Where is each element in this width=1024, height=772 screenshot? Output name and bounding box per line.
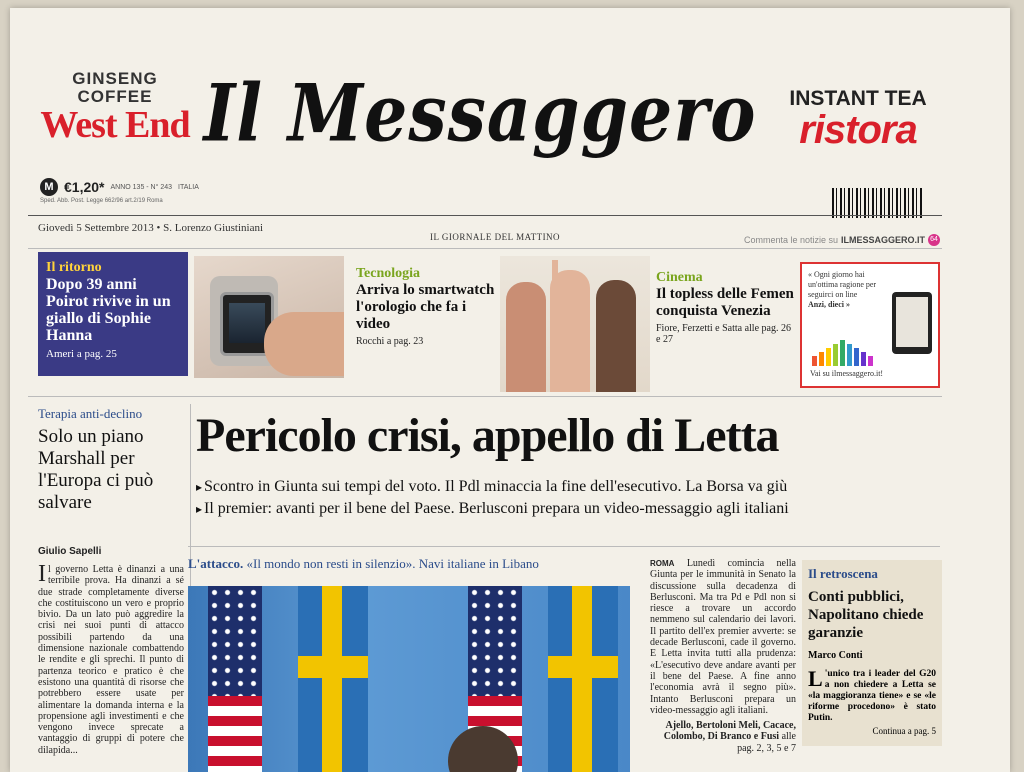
tagline: IL GIORNALE DEL MATTINO bbox=[430, 232, 561, 242]
teaser-poirot-head: Dopo 39 anni Poirot rivive in un giallo di Sophie Hanna bbox=[46, 276, 171, 344]
retroscena-body: 'unico tra i leader del G20 a non chiedere a Letta se «la maggioranza tiene» e se «le riforme procedono» è stato Putin. bbox=[808, 669, 936, 723]
subhead-1: ▸ Scontro in Giunta sui tempi del voto. Il Pdl minaccia la fine dell'esecutivo. La Borsa va giù bbox=[196, 478, 787, 496]
ad-left-line2: COFFEE bbox=[77, 87, 153, 106]
mid-authors-names: Ajello, Bertoloni Meli, Cacace, Colombo, Di Branco e Fusi bbox=[663, 720, 796, 743]
retroscena-byline: Marco Conti bbox=[808, 650, 863, 661]
ad-left-line1: GINSENG bbox=[72, 69, 158, 88]
ad-right-line1: INSTANT TEA bbox=[789, 87, 927, 110]
header-rule-2 bbox=[28, 248, 942, 249]
promo-url: Vai su ilmessaggero.it! bbox=[810, 369, 884, 378]
issue-number: ANNO 135 - N° 243 bbox=[110, 183, 173, 191]
promo-quote: « Ogni giorno hai un'ottima ragione per seguirci on line bbox=[808, 270, 877, 299]
main-headline[interactable]: Pericolo crisi, appello di Letta bbox=[196, 409, 779, 462]
ad-left-brand: West End bbox=[40, 104, 190, 146]
comment-site: ILMESSAGGERO.IT bbox=[841, 235, 926, 245]
ad-ristora bbox=[788, 88, 928, 150]
mid-article bbox=[650, 558, 796, 754]
attacco-caption[interactable] bbox=[188, 556, 539, 572]
attacco-kicker: L'attacco. bbox=[188, 556, 244, 571]
ad-right-brand: ristora bbox=[799, 108, 917, 152]
teaser-cinema-ref: Fiore, Ferzetti e Satta alle pag. 26 e 27 bbox=[656, 323, 791, 345]
mid-article-text: Lunedì comincia nella Giunta per le immunità in Senato la discussione sulla decadenza di Berlusconi. Ma tra Pd e Pdl non si riesce a trovare un accordo nemmeno sul calendario dei lavori. Il partito dell'ex premier avverte: se decade Berlusconi, cade il governo. E Letta invita tutti alla prudenza: «L'esecutivo deve andare avanti per il bene del Paese. A fine anno l'economia avrà il segno più». Intanto Berlusconi prepara un video-messaggio agli italiani. bbox=[650, 558, 796, 716]
price: €1,20* bbox=[64, 179, 105, 195]
price-row bbox=[40, 178, 199, 196]
smartwatch-photo bbox=[194, 256, 344, 378]
retroscena-dropcap: L bbox=[808, 666, 823, 691]
teaser-tech-ref: Rocchi a pag. 23 bbox=[356, 336, 424, 347]
teaser-cinema-kicker: Cinema bbox=[656, 270, 703, 285]
retroscena-text bbox=[808, 666, 936, 724]
flags-photo bbox=[188, 586, 630, 772]
mid-authors bbox=[650, 720, 796, 754]
teaser-poirot-kicker: Il ritorno bbox=[46, 260, 102, 275]
retroscena-box[interactable] bbox=[802, 560, 942, 746]
subhead-2: ▸ Il premier: avanti per il bene del Paese. Berlusconi prepara un video-messaggio agli italiani bbox=[196, 500, 789, 518]
left-headline[interactable]: Solo un piano Marshall per l'Europa ci può salvare bbox=[38, 426, 154, 513]
retroscena-head: Conti pubblici, Napolitano chiede garanzie bbox=[808, 589, 924, 641]
left-article-text: l governo Letta è dinanzi a una terribile prova. Ha dinanzi a sé due strade completamente diverse che costituiscono un vero e proprio bivio. Da un lato può aggredire la crisi nei suoi punti di attacco possibili partendo da una dimensione nazionale combattendo le rendite e gli sprechi. Il punto di partenza teorico e pratico è che esistono una quantità di risorse che potrebbero essere usate per alimentare la domanda interna e la propensione agli investimenti e che vengono invece sprecate a vantaggio di gruppi di potere che dilapida... bbox=[38, 564, 184, 756]
promo-online[interactable] bbox=[800, 262, 940, 388]
colorful-bars-icon bbox=[812, 340, 873, 366]
comment-link[interactable] bbox=[744, 234, 940, 246]
teaser-tech[interactable] bbox=[356, 266, 496, 347]
ad-west-end bbox=[40, 70, 190, 144]
comment-text: Commenta le notizie su bbox=[744, 235, 839, 245]
teaser-rule bbox=[28, 396, 942, 397]
teaser-poirot[interactable] bbox=[38, 252, 188, 376]
masthead: Il Messaggero bbox=[203, 68, 757, 160]
main-rule bbox=[188, 546, 940, 547]
teaser-cinema-head: Il topless delle Femen conquista Venezia bbox=[656, 286, 794, 319]
mid-authors-pages: alle pag. 2, 3, 5 e 7 bbox=[737, 731, 796, 754]
promo-signature: Anzi, dieci » bbox=[808, 300, 850, 309]
barcode bbox=[832, 188, 922, 218]
attacco-text: «Il mondo non resti in silenzio». Navi italiane in Libano bbox=[246, 556, 539, 571]
newspaper-page bbox=[10, 8, 1010, 772]
femen-photo bbox=[500, 256, 650, 392]
messaggero-logo-icon: M bbox=[40, 178, 58, 196]
teaser-tech-kicker: Tecnologia bbox=[356, 266, 421, 281]
fine-print: Sped. Abb. Post. Legge 662/96 art.2/19 Roma bbox=[40, 198, 163, 204]
mid-place: ROMA bbox=[650, 559, 675, 568]
left-byline: Giulio Sapelli bbox=[38, 546, 102, 557]
country: ITALIA bbox=[178, 183, 199, 191]
comment-badge: 64 bbox=[928, 234, 940, 246]
retroscena-continue: Continua a pag. 5 bbox=[872, 726, 936, 736]
teaser-tech-head: Arriva lo smartwatch l'orologio che fa i video bbox=[356, 282, 495, 332]
teaser-cinema[interactable] bbox=[656, 270, 794, 345]
header-rule bbox=[28, 215, 942, 216]
teaser-poirot-ref: Ameri a pag. 25 bbox=[46, 348, 117, 360]
left-dropcap: I bbox=[38, 564, 46, 587]
tablet-icon bbox=[892, 292, 932, 354]
retroscena-kicker: Il retroscena bbox=[808, 566, 878, 581]
left-article bbox=[38, 564, 184, 770]
left-topic: Terapia anti-declino bbox=[38, 406, 143, 421]
dateline: Giovedì 5 Settembre 2013 • S. Lorenzo Giustiniani bbox=[38, 222, 264, 234]
